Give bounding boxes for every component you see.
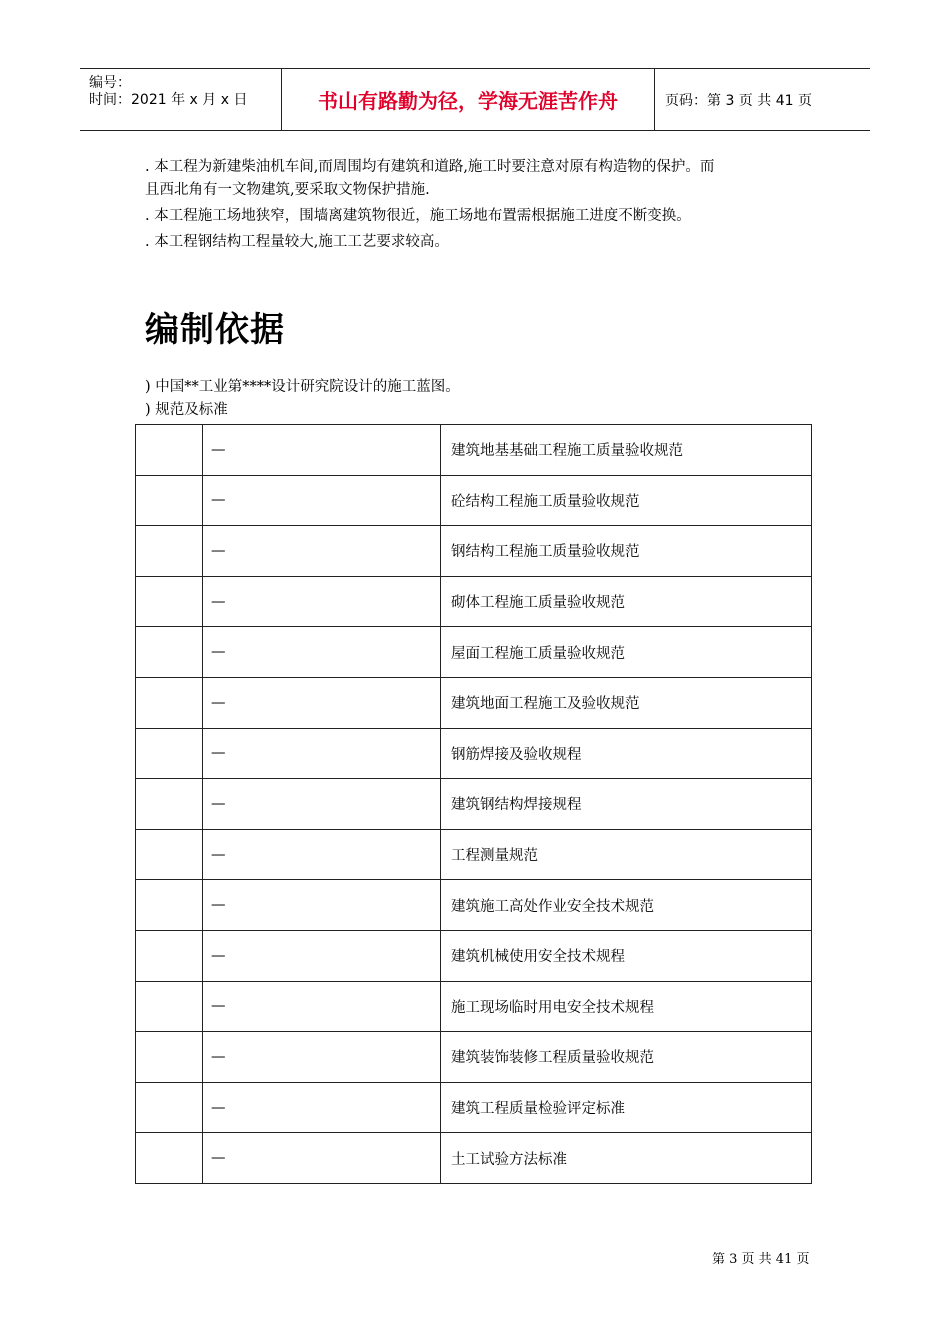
header-meta-cell [80,69,282,130]
page-header [80,68,870,131]
table-row [136,576,812,627]
standard-code-cell [136,526,203,577]
standard-dash-cell: — [203,475,441,526]
table-row [136,728,812,779]
table-row [136,930,812,981]
standard-code-cell [136,880,203,931]
document-number-label: 编号： [89,75,131,91]
table-row [136,829,812,880]
standard-dash-cell: — [203,779,441,830]
standard-dash-cell: — [203,425,441,476]
standard-dash-cell: — [203,627,441,678]
standard-name-cell: 建筑施工高处作业安全技术规范 [441,880,812,931]
standard-dash-cell: — [203,981,441,1032]
section-heading: 编制依据 [145,310,285,350]
standard-name-cell: 建筑地面工程施工及验收规范 [441,677,812,728]
standard-code-cell [136,981,203,1032]
standard-name-cell: 建筑机械使用安全技术规程 [441,930,812,981]
standard-code-cell [136,930,203,981]
standard-name-cell: 屋面工程施工质量验收规范 [441,627,812,678]
table-row [136,880,812,931]
table-row [136,1082,812,1133]
standard-code-cell [136,1032,203,1083]
intro-line: 且西北角有一文物建筑,要采取文物保护措施. [145,182,430,198]
header-motto: 书山有路勤为径，学海无涯苦作舟 [282,69,655,130]
standard-code-cell [136,728,203,779]
standard-dash-cell: — [203,829,441,880]
table-row [136,779,812,830]
table-row [136,627,812,678]
intro-line: . 本工程为新建柴油机车间,而周围均有建筑和道路,施工时要注意对原有构造物的保护。而 [145,159,715,175]
standard-code-cell [136,677,203,728]
intro-line: . 本工程施工场地狭窄，围墙离建筑物很近，施工场地布置需根据施工进度不断变换。 [145,208,691,224]
intro-line: . 本工程钢结构工程量较大,施工工艺要求较高。 [145,234,449,250]
standard-dash-cell: — [203,1032,441,1083]
table-row [136,677,812,728]
standard-code-cell [136,425,203,476]
standard-dash-cell: — [203,1133,441,1184]
standard-code-cell [136,1133,203,1184]
standard-name-cell: 钢结构工程施工质量验收规范 [441,526,812,577]
standard-name-cell: 施工现场临时用电安全技术规程 [441,981,812,1032]
standard-name-cell: 砌体工程施工质量验收规范 [441,576,812,627]
standard-name-cell: 砼结构工程施工质量验收规范 [441,475,812,526]
table-row [136,1032,812,1083]
table-row [136,475,812,526]
standard-name-cell: 建筑钢结构焊接规程 [441,779,812,830]
standard-dash-cell: — [203,728,441,779]
table-row [136,981,812,1032]
header-page-code: 页码：第 3 页 共 41 页 [665,92,812,109]
basis-item-standards: ) 规范及标准 [145,402,228,418]
standard-dash-cell: — [203,526,441,577]
standard-code-cell [136,1082,203,1133]
standard-dash-cell: — [203,1082,441,1133]
standard-dash-cell: — [203,880,441,931]
basis-item-drawings: ) 中国**工业第****设计研究院设计的施工蓝图。 [145,379,460,395]
standard-name-cell: 钢筋焊接及验收规程 [441,728,812,779]
standard-code-cell [136,576,203,627]
standard-code-cell [136,627,203,678]
standard-name-cell: 建筑地基基础工程施工质量验收规范 [441,425,812,476]
standard-code-cell [136,475,203,526]
page-footer: 第 3 页 共 41 页 [712,1252,810,1267]
standard-dash-cell: — [203,677,441,728]
standards-table [135,424,812,1184]
standard-code-cell [136,779,203,830]
standard-name-cell: 建筑工程质量检验评定标准 [441,1082,812,1133]
standard-code-cell [136,829,203,880]
table-row [136,1133,812,1184]
standard-name-cell: 建筑装饰装修工程质量验收规范 [441,1032,812,1083]
standard-dash-cell: — [203,576,441,627]
table-row [136,526,812,577]
standard-name-cell: 工程测量规范 [441,829,812,880]
standard-name-cell: 土工试验方法标准 [441,1133,812,1184]
document-date: 时间：2021 年 x 月 x 日 [89,92,248,108]
standard-dash-cell: — [203,930,441,981]
table-row [136,425,812,476]
